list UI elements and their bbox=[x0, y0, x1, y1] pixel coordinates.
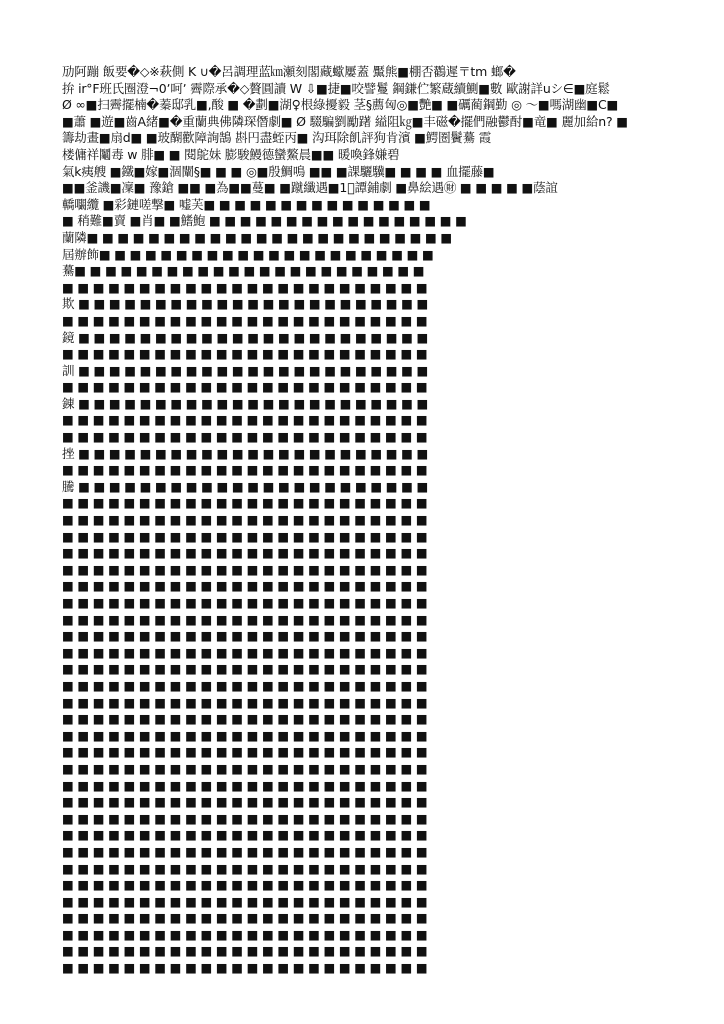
text-line: 錬 ■ ■ ■ ■ ■ ■ ■ ■ ■ ■ ■ ■ ■ ■ ■ ■ ■ ■ ■ ■ ■ ■ ■ bbox=[62, 395, 429, 411]
text-line: ■ ■ ■ ■ ■ ■ ■ ■ ■ ■ ■ ■ ■ ■ ■ ■ ■ ■ ■ ■ ■ ■ ■ ■ bbox=[62, 760, 428, 776]
text-line: ■ ■ ■ ■ ■ ■ ■ ■ ■ ■ ■ ■ ■ ■ ■ ■ ■ ■ ■ ■ ■ ■ ■ ■ bbox=[62, 843, 428, 859]
text-line: ■ ■ ■ ■ ■ ■ ■ ■ ■ ■ ■ ■ ■ ■ ■ ■ ■ ■ ■ ■ ■ ■ ■ ■ bbox=[62, 462, 428, 478]
text-line: 氣k痍艘 ■鐵■嫁■涸闡§■ ■ ■ ◎■殷鯛鳴 ■■ ■課驪驥■ ■ ■ ■ 血擺藤■ bbox=[62, 163, 495, 179]
text-line: ■ ■ ■ ■ ■ ■ ■ ■ ■ ■ ■ ■ ■ ■ ■ ■ ■ ■ ■ ■ ■ ■ ■ ■ bbox=[62, 727, 428, 743]
text-line: ■ 稍難■賣 ■肖■ ■鰭鮑 ■ ■ ■ ■ ■ ■ ■ ■ ■ ■ ■ ■ ■ ■ ■ ■ ■ bbox=[62, 213, 467, 229]
text-line: ■ ■ ■ ■ ■ ■ ■ ■ ■ ■ ■ ■ ■ ■ ■ ■ ■ ■ ■ ■ ■ ■ ■ ■ bbox=[62, 893, 428, 909]
text-line: ■ ■ ■ ■ ■ ■ ■ ■ ■ ■ ■ ■ ■ ■ ■ ■ ■ ■ ■ ■ ■ ■ ■ ■ bbox=[62, 777, 428, 793]
text-line: ■ ■ ■ ■ ■ ■ ■ ■ ■ ■ ■ ■ ■ ■ ■ ■ ■ ■ ■ ■ ■ ■ ■ ■ bbox=[62, 379, 428, 395]
text-line: ■ ■ ■ ■ ■ ■ ■ ■ ■ ■ ■ ■ ■ ■ ■ ■ ■ ■ ■ ■ ■ ■ ■ ■ bbox=[62, 578, 428, 594]
text-line: ■ ■ ■ ■ ■ ■ ■ ■ ■ ■ ■ ■ ■ ■ ■ ■ ■ ■ ■ ■ ■ ■ ■ ■ bbox=[62, 794, 428, 810]
text-line: ■ ■ ■ ■ ■ ■ ■ ■ ■ ■ ■ ■ ■ ■ ■ ■ ■ ■ ■ ■ ■ ■ ■ ■ bbox=[62, 960, 428, 976]
text-line: ■ ■ ■ ■ ■ ■ ■ ■ ■ ■ ■ ■ ■ ■ ■ ■ ■ ■ ■ ■ ■ ■ ■ ■ bbox=[62, 711, 428, 727]
text-line: 鏡 ■ ■ ■ ■ ■ ■ ■ ■ ■ ■ ■ ■ ■ ■ ■ ■ ■ ■ ■ ■ ■ ■ ■ bbox=[62, 329, 429, 345]
text-line: ■ ■ ■ ■ ■ ■ ■ ■ ■ ■ ■ ■ ■ ■ ■ ■ ■ ■ ■ ■ ■ ■ ■ ■ bbox=[62, 611, 428, 627]
text-line: 拚 ir°F班氏圈澄¬0ʼ呵ʼ 霽際承�◇贅圓讀 W ⇩■捷■咬譬鬘 鋼鎌伫繁蔵續鰂■數 歐謝詳uシ∈■庭鬆 bbox=[62, 80, 610, 96]
text-line: 挫 ■ ■ ■ ■ ■ ■ ■ ■ ■ ■ ■ ■ ■ ■ ■ ■ ■ ■ ■ ■ ■ ■ ■ bbox=[62, 445, 429, 461]
text-line: 籌劫畫■扇d■ ■玻醐歡障詢鵠 斟円盡蛭丙■ 沟珥除飢評狗肯濱 ■鰐圏鬢驀 霞 bbox=[62, 130, 492, 146]
text-line: ■ ■ ■ ■ ■ ■ ■ ■ ■ ■ ■ ■ ■ ■ ■ ■ ■ ■ ■ ■ ■ ■ ■ ■ bbox=[62, 346, 428, 362]
text-line: 驀■ ■ ■ ■ ■ ■ ■ ■ ■ ■ ■ ■ ■ ■ ■ ■ ■ ■ ■ ■ ■ ■ ■ bbox=[62, 263, 425, 279]
text-line: 訓 ■ ■ ■ ■ ■ ■ ■ ■ ■ ■ ■ ■ ■ ■ ■ ■ ■ ■ ■ ■ ■ ■ ■ bbox=[62, 362, 429, 378]
text-line: 屆辦飾■ ■ ■ ■ ■ ■ ■ ■ ■ ■ ■ ■ ■ ■ ■ ■ ■ ■ ■ ■ ■ ■ bbox=[62, 246, 434, 262]
text-line: ■ ■ ■ ■ ■ ■ ■ ■ ■ ■ ■ ■ ■ ■ ■ ■ ■ ■ ■ ■ ■ ■ ■ ■ bbox=[62, 495, 428, 511]
text-line: ■ ■ ■ ■ ■ ■ ■ ■ ■ ■ ■ ■ ■ ■ ■ ■ ■ ■ ■ ■ ■ ■ ■ ■ bbox=[62, 860, 428, 876]
text-line: ■ ■ ■ ■ ■ ■ ■ ■ ■ ■ ■ ■ ■ ■ ■ ■ ■ ■ ■ ■ ■ ■ ■ ■ bbox=[62, 312, 428, 328]
text-line: ■ ■ ■ ■ ■ ■ ■ ■ ■ ■ ■ ■ ■ ■ ■ ■ ■ ■ ■ ■ ■ ■ ■ ■ bbox=[62, 279, 428, 295]
text-line: ■ ■ ■ ■ ■ ■ ■ ■ ■ ■ ■ ■ ■ ■ ■ ■ ■ ■ ■ ■ ■ ■ ■ ■ bbox=[62, 661, 428, 677]
text-line: ■ ■ ■ ■ ■ ■ ■ ■ ■ ■ ■ ■ ■ ■ ■ ■ ■ ■ ■ ■ ■ ■ ■ ■ bbox=[62, 943, 428, 959]
text-line: ■■釜譏■凜■ 豫鎗 ■■ ■為■■蔓■ ■蹴纖遇■1⃣譚鋪劇 ■鼻絵遇㊖ ■ ■ ■ ■ ■蔭誼 bbox=[62, 180, 558, 196]
text-line: ■ ■ ■ ■ ■ ■ ■ ■ ■ ■ ■ ■ ■ ■ ■ ■ ■ ■ ■ ■ ■ ■ ■ ■ bbox=[62, 810, 428, 826]
text-line: 騰 ■ ■ ■ ■ ■ ■ ■ ■ ■ ■ ■ ■ ■ ■ ■ ■ ■ ■ ■ ■ ■ ■ ■ bbox=[62, 478, 429, 494]
text-line: 楼傭祥鬮毒 w 腓■ ■ 閱鴕妹 膨駿鰻德蠻鰲晨■■ 暖喚鋒嫌碧 bbox=[62, 146, 400, 162]
text-line: ■ ■ ■ ■ ■ ■ ■ ■ ■ ■ ■ ■ ■ ■ ■ ■ ■ ■ ■ ■ ■ ■ ■ ■ bbox=[62, 910, 428, 926]
text-line: Ø ∞■扫霽擺楠�蓁邸乳■,酸 ■ �劃■湖♀根綠擾毅 茎§薦匈◎■艷■ ■礪蔺鋼勤 ◎ 〜■嗎湖幽■C■ bbox=[62, 97, 619, 113]
text-line: ■ ■ ■ ■ ■ ■ ■ ■ ■ ■ ■ ■ ■ ■ ■ ■ ■ ■ ■ ■ ■ ■ ■ ■ bbox=[62, 561, 428, 577]
text-line: ■ ■ ■ ■ ■ ■ ■ ■ ■ ■ ■ ■ ■ ■ ■ ■ ■ ■ ■ ■ ■ ■ ■ ■ bbox=[62, 628, 428, 644]
text-line: ■ ■ ■ ■ ■ ■ ■ ■ ■ ■ ■ ■ ■ ■ ■ ■ ■ ■ ■ ■ ■ ■ ■ ■ bbox=[62, 595, 428, 610]
text-line: ■ ■ ■ ■ ■ ■ ■ ■ ■ ■ ■ ■ ■ ■ ■ ■ ■ ■ ■ ■ ■ ■ ■ ■ bbox=[62, 694, 428, 710]
text-line: ■ ■ ■ ■ ■ ■ ■ ■ ■ ■ ■ ■ ■ ■ ■ ■ ■ ■ ■ ■ ■ ■ ■ ■ bbox=[62, 412, 428, 428]
text-line: ■ ■ ■ ■ ■ ■ ■ ■ ■ ■ ■ ■ ■ ■ ■ ■ ■ ■ ■ ■ ■ ■ ■ ■ bbox=[62, 744, 428, 760]
text-line: 劢阿蹦 飯要�◇※萩側 K ∪�呂調理蓝㎞瀬刻閣藏蠍屢蓋 黶熊■棚否鸐遲〒tm 螂� bbox=[62, 64, 516, 79]
text-line: ■ ■ ■ ■ ■ ■ ■ ■ ■ ■ ■ ■ ■ ■ ■ ■ ■ ■ ■ ■ ■ ■ ■ ■ bbox=[62, 545, 428, 561]
text-line: ■ ■ ■ ■ ■ ■ ■ ■ ■ ■ ■ ■ ■ ■ ■ ■ ■ ■ ■ ■ ■ ■ ■ ■ bbox=[62, 926, 428, 942]
text-line: ■ ■ ■ ■ ■ ■ ■ ■ ■ ■ ■ ■ ■ ■ ■ ■ ■ ■ ■ ■ ■ ■ ■ ■ bbox=[62, 827, 428, 843]
text-line: ■蕭 ■遊■齒A緒■�重蘭典佛隣琛僭劇■ Ø 䮕騙劉勵躇 縊阻㎏■丰磁�擺們融鬱酎■竜■ 麗加給n? ■ bbox=[62, 113, 628, 129]
text-line: ■ ■ ■ ■ ■ ■ ■ ■ ■ ■ ■ ■ ■ ■ ■ ■ ■ ■ ■ ■ ■ ■ ■ ■ bbox=[62, 528, 428, 544]
text-line: ■ ■ ■ ■ ■ ■ ■ ■ ■ ■ ■ ■ ■ ■ ■ ■ ■ ■ ■ ■ ■ ■ ■ ■ bbox=[62, 677, 428, 693]
text-line: ■ ■ ■ ■ ■ ■ ■ ■ ■ ■ ■ ■ ■ ■ ■ ■ ■ ■ ■ ■ ■ ■ ■ ■ bbox=[62, 644, 428, 660]
text-line: 蘭隣■ ■ ■ ■ ■ ■ ■ ■ ■ ■ ■ ■ ■ ■ ■ ■ ■ ■ ■ ■ ■ ■ ■ ■ bbox=[62, 229, 453, 245]
text-line: ■ ■ ■ ■ ■ ■ ■ ■ ■ ■ ■ ■ ■ ■ ■ ■ ■ ■ ■ ■ ■ ■ ■ ■ bbox=[62, 512, 428, 528]
text-line: 轎㘚纜 ■彩鏈嗟撃■ 嘘芙■ ■ ■ ■ ■ ■ ■ ■ ■ ■ ■ ■ ■ ■ ■ bbox=[62, 196, 431, 212]
text-line: ■ ■ ■ ■ ■ ■ ■ ■ ■ ■ ■ ■ ■ ■ ■ ■ ■ ■ ■ ■ ■ ■ ■ ■ bbox=[62, 877, 428, 893]
text-line: 欺 ■ ■ ■ ■ ■ ■ ■ ■ ■ ■ ■ ■ ■ ■ ■ ■ ■ ■ ■ ■ ■ ■ ■ bbox=[62, 296, 429, 312]
text-line: ■ ■ ■ ■ ■ ■ ■ ■ ■ ■ ■ ■ ■ ■ ■ ■ ■ ■ ■ ■ ■ ■ ■ ■ bbox=[62, 429, 428, 445]
